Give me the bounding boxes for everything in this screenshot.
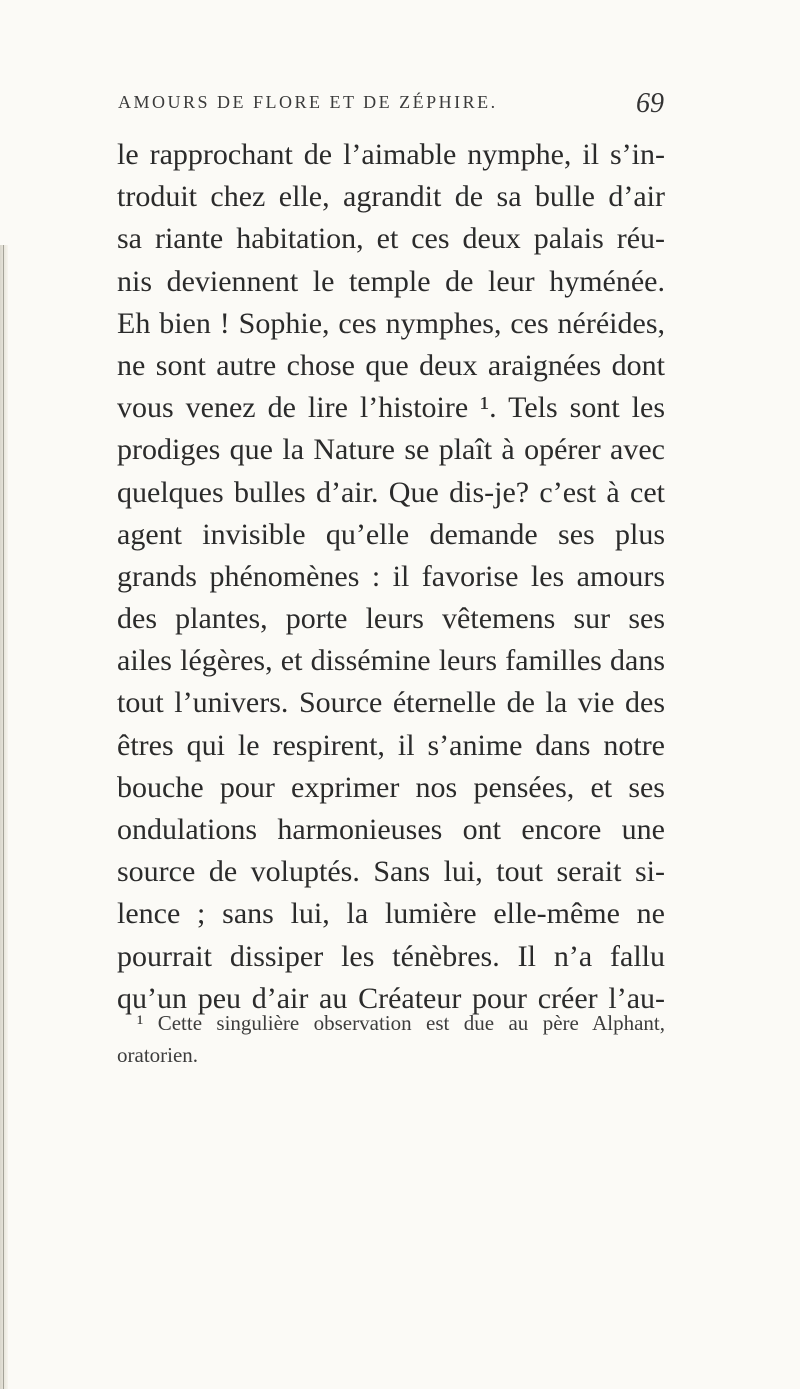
running-head-title: AMOURS DE FLORE ET DE ZÉPHIRE. [118,92,498,112]
text-line: êtres qui le respirent, il s’anime dans notre [117,728,665,762]
text-line: ailes légères, et dissémine leurs familles dans [117,644,665,678]
footnote-line [117,1007,665,1039]
text-line: nis deviennent le temple de leur hyménée. [117,264,665,298]
footnote [117,1007,665,1071]
text-line: Eh bien ! Sophie, ces nymphes, ces néréides, [117,306,665,340]
text-line: vous venez de lire l’histoire ¹. Tels sont les [117,391,665,425]
text-line: bouche pour exprimer nos pensées, et ses [117,770,665,804]
page-gutter-edge [0,245,8,1389]
page-number: 69 [636,88,664,119]
text-line: lence ; sans lui, la lumière elle-même ne [117,897,665,931]
footnote-line: oratorien. [117,1043,199,1067]
text-line: agent invisible qu’elle demande ses plus [117,517,665,551]
text-line: ondulations harmonieuses ont encore une [117,813,665,846]
body-text [117,134,665,1020]
text-line: sa riante habitation, et ces deux palais réu- [117,222,665,256]
text-line: ne sont autre chose que deux araignées dont [117,348,665,382]
running-head [118,88,664,120]
text-line: quelques bulles d’air. Que dis-je? c’est à cet [117,475,665,509]
text-line: le rapprochant de l’aimable nymphe, il s’in- [117,138,665,171]
text-line: des plantes, porte leurs vêtemens sur ses [117,602,665,636]
text-line: qu’un peu d’air au Créateur pour créer l’au- [117,981,665,1015]
text-line: pourrait dissiper les ténèbres. Il n’a fallu [117,939,665,973]
text-line: tout l’univers. Source éternelle de la vie des [117,686,665,720]
footnote-text: ¹ Cette singulière observation est due au père Alphant, [137,1011,665,1035]
text-line: source de voluptés. Sans lui, tout serait si- [117,855,665,889]
text-line: grands phénomènes : il favorise les amours [117,559,665,593]
text-line: prodiges que la Nature se plaît à opérer avec [117,433,665,467]
text-line: troduit chez elle, agrandit de sa bulle d’air [117,180,665,214]
